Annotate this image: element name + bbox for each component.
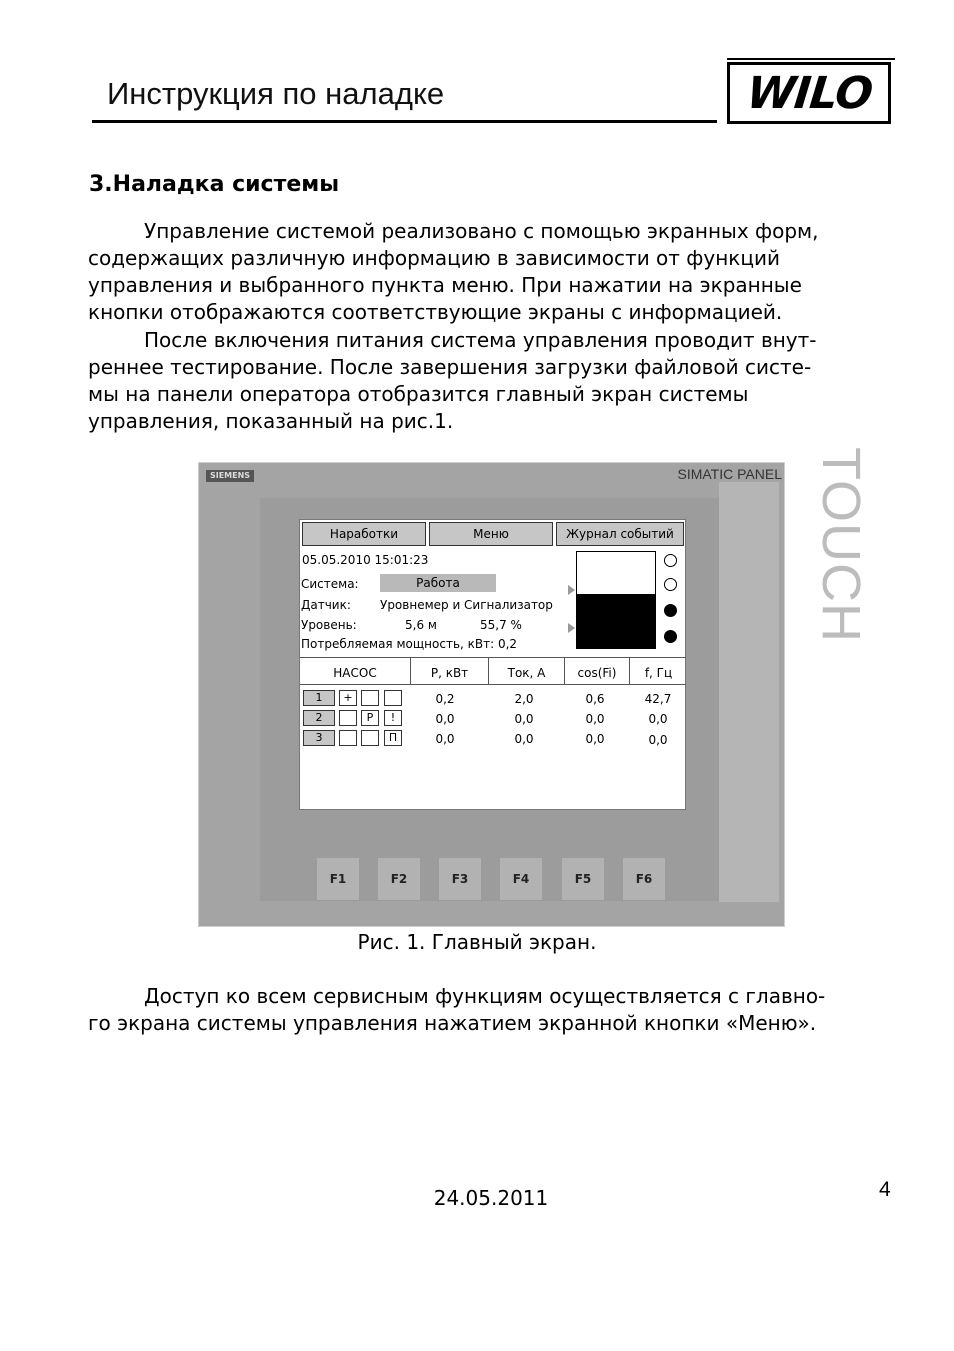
pump-power-value: 0,2 — [435, 692, 455, 706]
f5-key[interactable]: F5 — [562, 858, 604, 900]
pump-current-value: 0,0 — [514, 732, 534, 746]
text-line: мы на панели оператора отобразится главный экран системы — [88, 382, 749, 406]
system-status: Работа — [380, 574, 496, 592]
pump-2-button[interactable]: 2 — [303, 710, 335, 726]
pump-frequency-value: 42,7 — [644, 692, 672, 706]
tank-arrow-icon — [568, 585, 575, 595]
pump-cos-value: 0,6 — [585, 692, 605, 706]
text-line: го экрана системы управления нажатием экранной кнопки «Меню». — [88, 1011, 817, 1035]
text-line: управления, показанный на рис.1. — [88, 409, 454, 433]
pump-3-button[interactable]: 3 — [303, 730, 335, 746]
hmi-screen — [299, 519, 686, 810]
level-indicator-icon — [664, 630, 677, 643]
section-heading: 3.Наладка системы — [89, 172, 340, 197]
menu-button[interactable]: Меню — [429, 522, 553, 546]
figure-caption: Рис. 1. Главный экран. — [357, 930, 597, 954]
level-indicator-icon — [664, 578, 677, 591]
f6-key[interactable]: F6 — [623, 858, 665, 900]
paragraph-intro — [88, 218, 890, 326]
pump-status-box — [339, 730, 357, 746]
pump-frequency-value: 0,0 — [648, 712, 668, 726]
text-line: управления и выбранного пункта меню. При нажатии на экранные — [88, 273, 802, 297]
tank-fill — [577, 594, 655, 648]
text-line: Управление системой реализовано с помощью экранных форм, — [144, 219, 819, 243]
f4-key[interactable]: F4 — [500, 858, 542, 900]
f1-key[interactable]: F1 — [317, 858, 359, 900]
paragraph-startup — [88, 327, 890, 435]
event-log-button[interactable]: Журнал событий — [556, 522, 684, 546]
text-line: содержащих различную информацию в зависимости от функций — [88, 246, 780, 270]
level-percent: 55,7 % — [480, 618, 522, 632]
paragraph-access — [88, 983, 890, 1037]
wilo-logo — [727, 62, 891, 124]
tank-arrow-icon — [568, 623, 575, 633]
sensor-label: Датчик: — [301, 598, 351, 612]
system-label: Система: — [301, 577, 359, 591]
footer-date: 24.05.2011 — [433, 1186, 549, 1210]
pump-1-button[interactable]: 1 — [303, 690, 335, 706]
pump-frequency-value: 0,0 — [648, 733, 668, 747]
pump-cos-value: 0,0 — [585, 712, 605, 726]
tank-level-graphic — [576, 551, 656, 649]
touch-side-label: TOUCH — [811, 446, 872, 643]
siemens-brand-badge: SIEMENS — [206, 470, 254, 482]
pump-status-box — [361, 730, 379, 746]
column-header-pump: НАСОС — [333, 666, 377, 680]
datetime: 05.05.2010 15:01:23 — [302, 553, 429, 567]
pump-current-value: 0,0 — [514, 712, 534, 726]
level-label: Уровень: — [301, 618, 357, 632]
pump-status-box — [384, 690, 402, 706]
text-line: Доступ ко всем сервисным функциям осуществляется с главно- — [144, 984, 826, 1008]
pump-cos-value: 0,0 — [585, 732, 605, 746]
operator-panel-figure — [198, 446, 872, 927]
logo-top-rule — [727, 58, 895, 60]
pump-power-value: 0,0 — [435, 732, 455, 746]
logo-text: WILO — [743, 67, 875, 119]
document-title: Инструкция по наладке — [107, 76, 445, 111]
pump-status-box — [361, 690, 379, 706]
text-line: реннее тестирование. После завершения загрузки файловой систе- — [88, 355, 812, 379]
sensor-value: Уровнемер и Сигнализатор — [380, 598, 553, 612]
column-header-current: Ток, А — [507, 666, 546, 680]
column-header-cos: cos(Fi) — [577, 666, 617, 680]
pump-current-value: 2,0 — [514, 692, 534, 706]
panel-side-strip — [719, 482, 779, 902]
pump-status-box: П — [384, 730, 402, 746]
text-line: кнопки отображаются соответствующие экраны с информацией. — [88, 300, 783, 324]
column-header-power: P, кВт — [430, 666, 469, 680]
pump-status-box: Р — [361, 710, 379, 726]
page-number: 4 — [879, 1178, 891, 1201]
simatic-panel-label: SIMATIC PANEL — [677, 466, 782, 482]
text-line: После включения питания система управления проводит внут- — [144, 328, 817, 352]
pump-status-box: ! — [384, 710, 402, 726]
pump-status-box: + — [339, 690, 357, 706]
column-header-frequency: f, Гц — [644, 666, 673, 680]
power-consumption: Потребляемая мощность, кВт: 0,2 — [301, 637, 518, 651]
level-indicator-icon — [664, 604, 677, 617]
f2-key[interactable]: F2 — [378, 858, 420, 900]
hours-button[interactable]: Наработки — [302, 522, 426, 546]
header-rule — [92, 120, 717, 123]
level-indicator-icon — [664, 554, 677, 567]
f3-key[interactable]: F3 — [439, 858, 481, 900]
pump-power-value: 0,0 — [435, 712, 455, 726]
level-meters: 5,6 м — [405, 618, 437, 632]
pump-status-box — [339, 710, 357, 726]
